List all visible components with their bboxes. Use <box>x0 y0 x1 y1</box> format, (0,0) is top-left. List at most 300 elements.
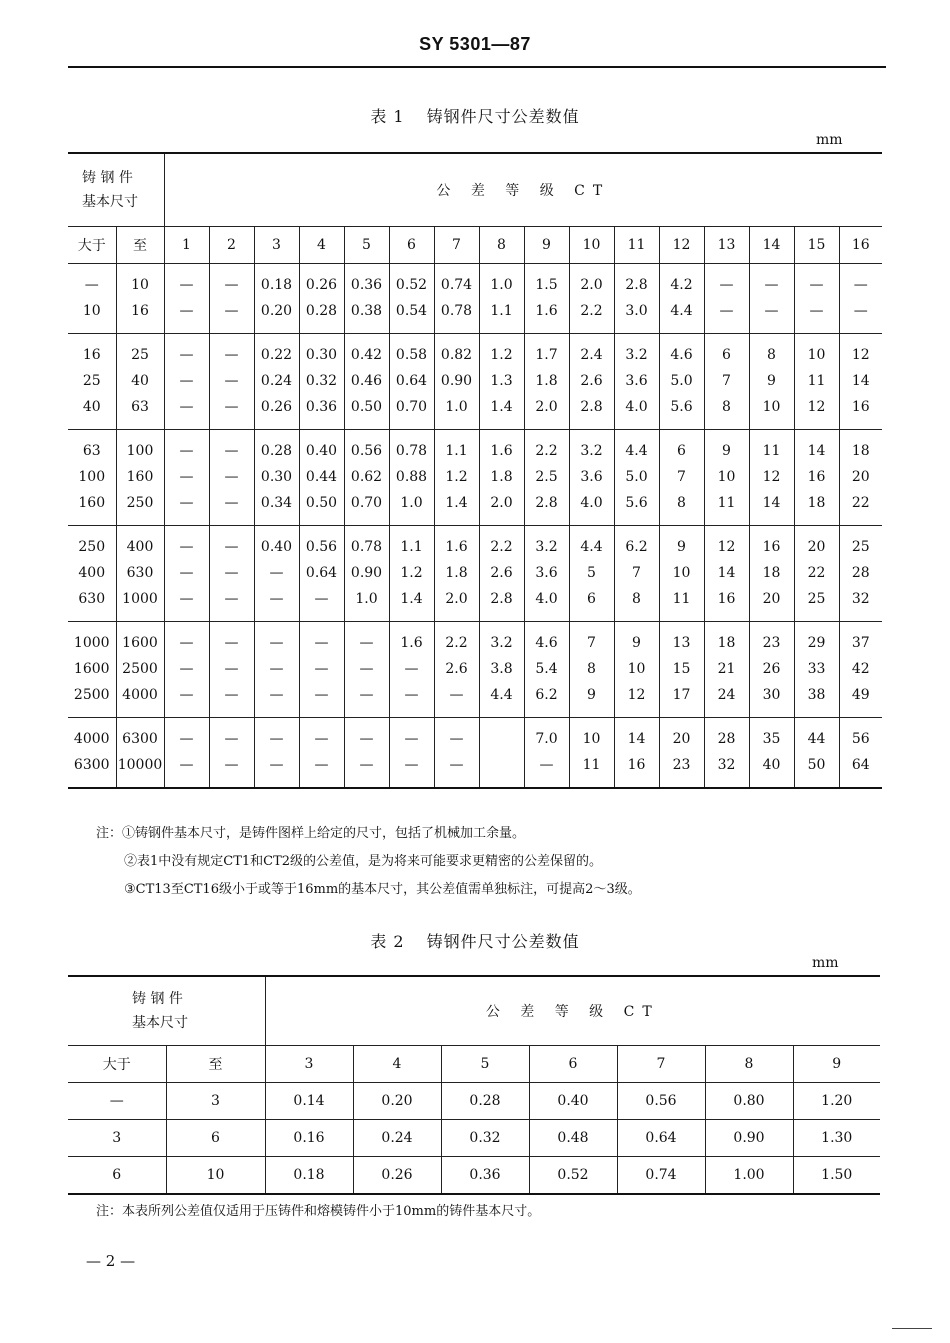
table1-value: 1.6 <box>535 303 558 319</box>
table1-value: — <box>179 565 194 581</box>
table1-value: 0.26 <box>305 277 338 293</box>
table1-value: — <box>314 731 329 747</box>
table1-cell <box>659 622 704 718</box>
table2-cell: 0.20 <box>353 1083 441 1120</box>
table1-note-2: ②表1中没有规定CT1和CT2级的公差值，是为将来可能要求更精密的公差保留的。 <box>124 854 603 869</box>
table1-grade-col-header: 15 <box>794 227 839 264</box>
table1-value: 5.6 <box>625 495 648 511</box>
table2-row <box>68 1120 880 1157</box>
table1-cell <box>164 264 209 334</box>
table1-cell <box>299 430 344 526</box>
table2-caption-title: 铸钢件尺寸公差数值 <box>426 932 580 951</box>
table1-value: 0.58 <box>395 347 428 363</box>
table1-value: 1.0 <box>445 399 468 415</box>
table1-value: 5.0 <box>625 469 648 485</box>
table1-grade-col-header: 12 <box>659 227 704 264</box>
table1-cell <box>614 430 659 526</box>
table1-value: — <box>809 277 824 293</box>
table1-cell <box>164 430 209 526</box>
table1-cell <box>704 526 749 622</box>
table1-grade-col-header: 10 <box>569 227 614 264</box>
table1-cell <box>569 526 614 622</box>
table1-value: 64 <box>851 757 870 773</box>
table1-cell <box>434 622 479 718</box>
table1-caption-title: 铸钢件尺寸公差数值 <box>426 107 580 126</box>
table1-value: — <box>314 661 329 677</box>
table1-cell <box>299 334 344 430</box>
table2-grade-col-header: 6 <box>529 1046 617 1083</box>
table1-value: 10 <box>131 277 149 293</box>
table1-cell <box>254 718 299 789</box>
table1-caption-number: 表 1 <box>370 107 405 126</box>
table1-cell <box>479 264 524 334</box>
table1-cell <box>116 718 164 789</box>
table1-cell <box>659 334 704 430</box>
table1-value: 18 <box>851 443 870 459</box>
table1-value: 8 <box>587 661 596 677</box>
table1-value: 20 <box>807 539 826 555</box>
table1-value: 0.26 <box>260 399 293 415</box>
table1-value: 630 <box>78 591 106 607</box>
table1-cell <box>524 334 569 430</box>
table1-cell <box>299 526 344 622</box>
table1-value: — <box>719 277 734 293</box>
table1-value: 33 <box>807 661 826 677</box>
table1-value: — <box>269 591 284 607</box>
table1-value: 0.70 <box>395 399 428 415</box>
table1-value: 18 <box>717 635 736 651</box>
table1-cell <box>434 526 479 622</box>
table2-col-over: 大于 <box>68 1046 166 1083</box>
table1-value: 0.42 <box>350 347 383 363</box>
table1-value: 1.0 <box>355 591 378 607</box>
table1-value: 0.88 <box>395 469 428 485</box>
table1-base-label-1: 铸 钢 件 <box>82 170 133 186</box>
table1-cell <box>659 526 704 622</box>
table1-value: 0.74 <box>440 277 473 293</box>
table1-value <box>480 726 524 752</box>
table1-value: — <box>179 495 194 511</box>
table1-value: 6300 <box>73 757 110 773</box>
table1-cell <box>68 622 116 718</box>
table1-cell <box>209 430 254 526</box>
table1-value: — <box>449 757 464 773</box>
table1-value: 20 <box>672 731 691 747</box>
table1-value: 2.0 <box>535 399 558 415</box>
table2-cell: 3 <box>68 1120 166 1157</box>
table1-value: — <box>269 565 284 581</box>
table1-grade-col-header: 9 <box>524 227 569 264</box>
table1-value: — <box>179 399 194 415</box>
table1-cell <box>254 334 299 430</box>
table1-value: 0.56 <box>305 539 338 555</box>
table2-caption <box>0 929 950 952</box>
table1-value: 0.24 <box>260 373 293 389</box>
table1-value: 4.0 <box>535 591 558 607</box>
table1-value: 2.6 <box>580 373 603 389</box>
table1-cell <box>209 526 254 622</box>
table1-value: 6300 <box>122 731 158 747</box>
table1-value: 10 <box>82 303 101 319</box>
table1-cell <box>839 718 882 789</box>
table1-value: 1.4 <box>445 495 468 511</box>
table1-grade-col-header: 5 <box>344 227 389 264</box>
table1-value: 7.0 <box>535 731 558 747</box>
table1-value: 9 <box>587 687 596 703</box>
table1-cell <box>116 526 164 622</box>
table1-value: — <box>719 303 734 319</box>
table1-value: — <box>224 399 239 415</box>
table1-value: — <box>179 731 194 747</box>
table1-value: 1.4 <box>490 399 513 415</box>
table1-value: 14 <box>851 373 870 389</box>
table1-value: — <box>179 277 194 293</box>
table1-value: 1.6 <box>490 443 513 459</box>
table1-value: 1.2 <box>445 469 468 485</box>
table2-cell: 6 <box>166 1120 265 1157</box>
table1-value: 0.32 <box>305 373 338 389</box>
table1-value: — <box>404 757 419 773</box>
table1-base-size-header <box>68 153 164 227</box>
table1-value: 0.30 <box>305 347 338 363</box>
table1-value: 10 <box>762 399 781 415</box>
table1-value: 2500 <box>122 661 158 677</box>
table1-value: — <box>404 687 419 703</box>
table1-cell <box>749 718 794 789</box>
table2-cell: 6 <box>68 1157 166 1195</box>
table1-cell <box>254 526 299 622</box>
table2-grade-col-header: 9 <box>793 1046 880 1083</box>
table1-cell <box>164 334 209 430</box>
table1-cell <box>659 430 704 526</box>
table1-row-group <box>68 622 882 718</box>
table2-cell: 0.18 <box>265 1157 353 1195</box>
table1-value: — <box>809 303 824 319</box>
table1-value: 0.22 <box>260 347 293 363</box>
table2-cell: 0.80 <box>705 1083 793 1120</box>
table1-value: — <box>359 757 374 773</box>
table1-value: 1.2 <box>400 565 423 581</box>
table1-cell <box>209 718 254 789</box>
table1-cell <box>524 526 569 622</box>
table1-col-to: 至 <box>116 227 164 264</box>
table1-grade-col-header: 13 <box>704 227 749 264</box>
table1-value: 16 <box>131 303 149 319</box>
table1-cell <box>344 334 389 430</box>
table1-value: 3.0 <box>625 303 648 319</box>
table1-value: 56 <box>851 731 870 747</box>
table1-value: — <box>764 277 779 293</box>
table1-cell <box>254 264 299 334</box>
table2-cell: 0.26 <box>353 1157 441 1195</box>
table2-base-label-1: 铸 钢 件 <box>132 991 183 1007</box>
table1-value: 2.6 <box>490 565 513 581</box>
table2-cell: 1.20 <box>793 1083 880 1120</box>
table1-value: 11 <box>582 757 601 773</box>
table1-value: — <box>224 731 239 747</box>
table1-value: 1.0 <box>490 277 513 293</box>
table1-value: 0.38 <box>350 303 383 319</box>
table1-value: 2.2 <box>580 303 603 319</box>
table1-value: 0.64 <box>305 565 338 581</box>
table1-value: 0.36 <box>350 277 383 293</box>
table1-value: — <box>179 591 194 607</box>
table1-cell <box>68 430 116 526</box>
table1-value: 4.6 <box>670 347 693 363</box>
table1-cell <box>164 526 209 622</box>
table1-cell <box>704 622 749 718</box>
table1-value: 11 <box>807 373 826 389</box>
table1-cell <box>299 264 344 334</box>
table1-cell <box>68 334 116 430</box>
table1-value: 3.2 <box>535 539 558 555</box>
table1-value: 0.28 <box>260 443 293 459</box>
table2-cell: 0.14 <box>265 1083 353 1120</box>
table1-value: 50 <box>807 757 826 773</box>
table1-cell <box>569 718 614 789</box>
table1-cell <box>704 264 749 334</box>
table1-cell <box>794 526 839 622</box>
table1-value: 9 <box>767 373 776 389</box>
table2-note: 注：本表所列公差值仅适用于压铸件和熔模铸件小于10mm的铸件基本尺寸。 <box>96 1204 541 1219</box>
table1-value: 9 <box>722 443 731 459</box>
table1-value: 8 <box>767 347 776 363</box>
table1-cell <box>524 622 569 718</box>
table1-value: 22 <box>807 565 826 581</box>
table1-value: 2.0 <box>580 277 603 293</box>
table1-cell <box>659 718 704 789</box>
table1-value: 5.6 <box>670 399 693 415</box>
table1-value: 0.30 <box>260 469 293 485</box>
table2-unit: mm <box>812 955 839 971</box>
table1-cell <box>389 622 434 718</box>
table1-grade-col-header: 4 <box>299 227 344 264</box>
table1-cell <box>116 430 164 526</box>
table1-value: 10 <box>582 731 601 747</box>
table1-value: 16 <box>807 469 826 485</box>
table1-value: 3.6 <box>625 373 648 389</box>
table1-value: 0.78 <box>350 539 383 555</box>
table1-note-1: 注：①铸钢件基本尺寸，是铸件图样上给定的尺寸，包括了机械加工余量。 <box>96 826 526 841</box>
table1-value: — <box>224 469 239 485</box>
table1-value: 0.28 <box>305 303 338 319</box>
table1-value: 0.90 <box>350 565 383 581</box>
table1-value: 12 <box>851 347 870 363</box>
table1-cell <box>434 264 479 334</box>
table1-value: 2.8 <box>580 399 603 415</box>
table1-value: 12 <box>627 687 646 703</box>
table1-cell <box>614 264 659 334</box>
table1-value: 1.1 <box>490 303 513 319</box>
table1-value: 0.34 <box>260 495 293 511</box>
table1-value: 17 <box>672 687 691 703</box>
table1-value: — <box>359 731 374 747</box>
table1-cell <box>389 430 434 526</box>
table1-value: 63 <box>131 399 149 415</box>
table2-cell: 1.50 <box>793 1157 880 1195</box>
table1-value: — <box>224 347 239 363</box>
table1-value: 12 <box>807 399 826 415</box>
table1-value: 21 <box>717 661 736 677</box>
table2-col-to: 至 <box>166 1046 265 1083</box>
table1-value: 2.4 <box>580 347 603 363</box>
table1-value: 42 <box>851 661 870 677</box>
table1-value: — <box>179 757 194 773</box>
table1-value: 1.3 <box>490 373 513 389</box>
table2-grade-col-header: 5 <box>441 1046 529 1083</box>
table1-value: — <box>224 277 239 293</box>
table1-cell <box>344 622 389 718</box>
table1-value: 3.2 <box>580 443 603 459</box>
table1-grade-col-header: 16 <box>839 227 882 264</box>
table1-value: 1.7 <box>535 347 558 363</box>
table1-value: 44 <box>807 731 826 747</box>
table1-value: 23 <box>672 757 691 773</box>
table1-cell <box>749 622 794 718</box>
table1-value: 14 <box>807 443 826 459</box>
table1-cell <box>389 526 434 622</box>
table1-value: 0.78 <box>440 303 473 319</box>
table1-value: 32 <box>851 591 870 607</box>
table1-value: 40 <box>82 399 101 415</box>
table1-cell <box>479 430 524 526</box>
table1-value: 23 <box>762 635 781 651</box>
table1-cell <box>614 526 659 622</box>
table1-value: 0.36 <box>305 399 338 415</box>
table1-cell <box>524 718 569 789</box>
table1-value: 2.2 <box>490 539 513 555</box>
table1-value: 6 <box>722 347 731 363</box>
table2-grade-col-header: 4 <box>353 1046 441 1083</box>
table1-value: 20 <box>851 469 870 485</box>
table1-cell <box>479 622 524 718</box>
table1-value: 11 <box>762 443 781 459</box>
table1-grade-col-header: 14 <box>749 227 794 264</box>
table1-value: 1.5 <box>535 277 558 293</box>
table1-value: — <box>314 757 329 773</box>
table1-value: 14 <box>717 565 736 581</box>
table1-cell <box>569 622 614 718</box>
table1-value: — <box>314 635 329 651</box>
table1-value: — <box>449 687 464 703</box>
table1-value: 160 <box>126 469 154 485</box>
table1-value: — <box>269 635 284 651</box>
table2-cell: 0.74 <box>617 1157 705 1195</box>
table1-cell <box>839 334 882 430</box>
table2-cell: 0.28 <box>441 1083 529 1120</box>
table1-cell <box>614 334 659 430</box>
table1-value: 0.64 <box>395 373 428 389</box>
table1-value: — <box>269 757 284 773</box>
table1-value: 1000 <box>122 591 158 607</box>
table1-value: 4.6 <box>535 635 558 651</box>
table1-value: — <box>179 303 194 319</box>
table1-value: 4.2 <box>670 277 693 293</box>
table1-cell <box>209 264 254 334</box>
document-code: SY 5301—87 <box>419 34 531 54</box>
table1-value: 4.4 <box>490 687 513 703</box>
table1-value: 26 <box>762 661 781 677</box>
table2-cell: 3 <box>166 1083 265 1120</box>
table1-value: — <box>404 661 419 677</box>
table1-value: 2.0 <box>490 495 513 511</box>
table1-cell <box>659 264 704 334</box>
table1-value: 32 <box>717 757 736 773</box>
table1-value: 6.2 <box>535 687 558 703</box>
table1-cell <box>479 718 524 789</box>
table1-cell <box>209 622 254 718</box>
table1-cell <box>839 430 882 526</box>
table1-value: 20 <box>762 591 781 607</box>
table2 <box>68 975 880 1195</box>
table1-value: — <box>224 591 239 607</box>
table1-cell <box>389 264 434 334</box>
table1-value: 28 <box>717 731 736 747</box>
table1-value: 12 <box>717 539 736 555</box>
table1-value: — <box>179 635 194 651</box>
table1-cell <box>164 718 209 789</box>
table1-cell <box>794 430 839 526</box>
table1-value: — <box>84 277 99 293</box>
table1-row-group <box>68 334 882 430</box>
table1-value: — <box>314 591 329 607</box>
table2-grade-col-header: 8 <box>705 1046 793 1083</box>
table2-grade-col-header: 7 <box>617 1046 705 1083</box>
table1-cell <box>344 526 389 622</box>
table1-value: 16 <box>762 539 781 555</box>
table2-base-label-2: 基本尺寸 <box>132 1015 188 1031</box>
table2-cell: 0.52 <box>529 1157 617 1195</box>
table1-grade-header: 公 差 等 级 CT <box>164 153 882 227</box>
table1-value: 1.8 <box>490 469 513 485</box>
table1-value: 0.78 <box>395 443 428 459</box>
table1-cell <box>704 430 749 526</box>
table1-value: 0.44 <box>305 469 338 485</box>
table1-cell <box>569 264 614 334</box>
header-rule <box>68 66 886 68</box>
table1-caption <box>0 104 950 127</box>
table1-value: 160 <box>78 495 106 511</box>
table1-value: 4.4 <box>580 539 603 555</box>
table1-value: 2.8 <box>625 277 648 293</box>
table2-cell: 0.90 <box>705 1120 793 1157</box>
page-number: — 2 — <box>86 1252 136 1270</box>
table1-value: — <box>314 687 329 703</box>
table1-value: 2.0 <box>445 591 468 607</box>
table1-value: 40 <box>131 373 149 389</box>
table1-cell <box>344 718 389 789</box>
table1-value: 1.1 <box>400 539 423 555</box>
table1-value: 0.46 <box>350 373 383 389</box>
table1-value: 35 <box>762 731 781 747</box>
table1-cell <box>704 334 749 430</box>
table1-value: 5 <box>587 565 596 581</box>
table1-value: 25 <box>807 591 826 607</box>
table1-row-group <box>68 264 882 334</box>
table1-cell <box>839 526 882 622</box>
table1-value: 7 <box>722 373 731 389</box>
table1-cell <box>749 526 794 622</box>
table1-col-over: 大于 <box>68 227 116 264</box>
table1-value: — <box>224 661 239 677</box>
table1-grade-col-header: 2 <box>209 227 254 264</box>
table1-value: 0.56 <box>350 443 383 459</box>
table1-cell <box>569 334 614 430</box>
table1-value: 4.0 <box>580 495 603 511</box>
table1-value: 2.2 <box>445 635 468 651</box>
table1-value: 3.6 <box>535 565 558 581</box>
table1-value: 1.6 <box>400 635 423 651</box>
